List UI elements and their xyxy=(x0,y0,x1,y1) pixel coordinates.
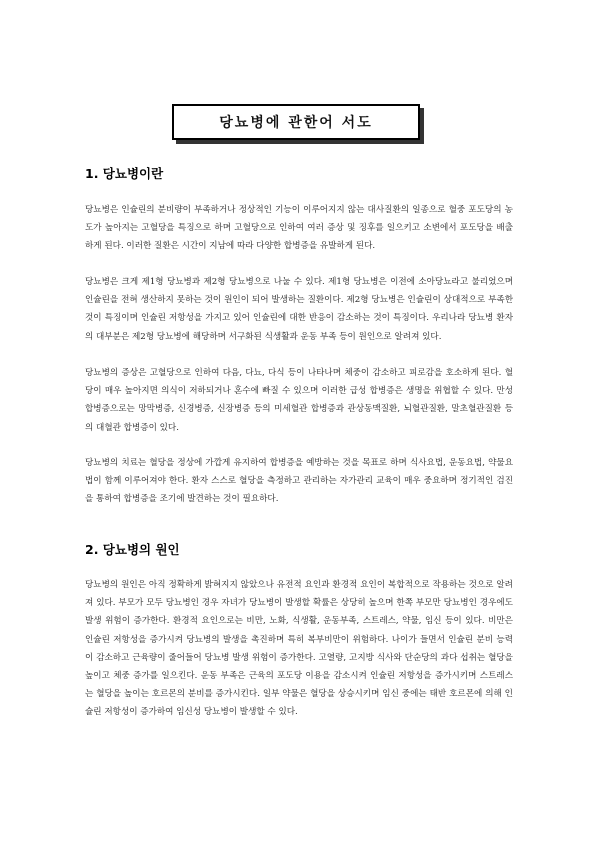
section-heading: 2. 당뇨병의 원인 xyxy=(85,542,180,557)
paragraph: 당뇨병의 증상은 고혈당으로 인하여 다음, 다뇨, 다식 등이 나타나며 체중이 감소하고 피로감을 호소하게 된다. 혈당이 매우 높아지면 의식이 저하되거나 혼수에 빠질 수 있으며 이러한 급성 합병증은 생명을 위협할 수 있다. 만성 합병증으로는 망막병증, 신경병증, 신장병증 등의 미세혈관 합병증과 관상동맥질환, 뇌혈관질환, 말초혈관질환 등의 대혈관 합병증이 있다. xyxy=(85,368,513,433)
paragraph: 당뇨병의 치료는 혈당을 정상에 가깝게 유지하여 합병증을 예방하는 것을 목표로 하며 식사요법, 운동요법, 약물요법이 함께 이루어져야 한다. 환자 스스로 혈당을 측정하고 관리하는 자가관리 교육이 매우 중요하며 정기적인 검진을 통하여 합병증을 조기에 발견하는 것이 필요하다. xyxy=(85,458,513,505)
paragraph: 당뇨병은 인슐린의 분비량이 부족하거나 정상적인 기능이 이루어지지 않는 대사질환의 일종으로 혈중 포도당의 농도가 높아지는 고혈당을 특징으로 하며 고혈당으로 인하여 여러 증상 및 징후를 일으키고 소변에서 포도당을 배출하게 된다. 이러한 질환은 시간이 지남에 따라 다양한 합병증을 유발하게 된다. xyxy=(85,205,513,252)
paragraph: 당뇨병은 크게 제1형 당뇨병과 제2형 당뇨병으로 나눌 수 있다. 제1형 당뇨병은 이전에 소아당뇨라고 불리었으며 인슐린을 전혀 생산하지 못하는 것이 원인이 되어 발생하는 질환이다. 제2형 당뇨병은 인슐린이 상대적으로 부족한 것이 특징이며 인슐린 저항성을 가지고 있어 인슐린에 대한 반응이 감소하는 것이 특징이다. 우리나라 당뇨병 환자의 대부분은 제2형 당뇨병에 해당하며 서구화된 식생활과 운동 부족 등이 원인으로 알려져 있다. xyxy=(85,277,513,342)
document-title: 당뇨병에 관한어 서도 xyxy=(172,104,420,140)
title-box xyxy=(172,104,420,140)
paragraph: 당뇨병의 원인은 아직 정확하게 밝혀지지 않았으나 유전적 요인과 환경적 요인이 복합적으로 작용하는 것으로 알려져 있다. 부모가 모두 당뇨병인 경우 자녀가 당뇨병이 발생할 확률은 상당히 높으며 한쪽 부모만 당뇨병인 경우에도 발생 위험이 증가한다. 환경적 요인으로는 비만, 노화, 식생활, 운동부족, 스트레스, 약물, 임신 등이 있다. 비만은 인슐린 저항성을 증가시켜 당뇨병의 발생을 촉진하며 특히 복부비만이 위험하다. 나이가 들면서 인슐린 분비 능력이 감소하고 근육량이 줄어들어 당뇨병 발생 위험이 증가한다. 고열량, 고지방 식사와 단순당의 과다 섭취는 혈당을 높이고 체중 증가를 일으킨다. 운동 부족은 근육의 포도당 이용을 감소시켜 인슐린 저항성을 증가시키며 스트레스는 혈당을 높이는 호르몬의 분비를 증가시킨다. 일부 약물은 혈당을 상승시키며 임신 중에는 태반 호르몬에 의해 인슐린 저항성이 증가하여 임신성 당뇨병이 발생할 수 있다. xyxy=(85,580,513,718)
section-heading: 1. 당뇨병이란 xyxy=(85,166,164,181)
